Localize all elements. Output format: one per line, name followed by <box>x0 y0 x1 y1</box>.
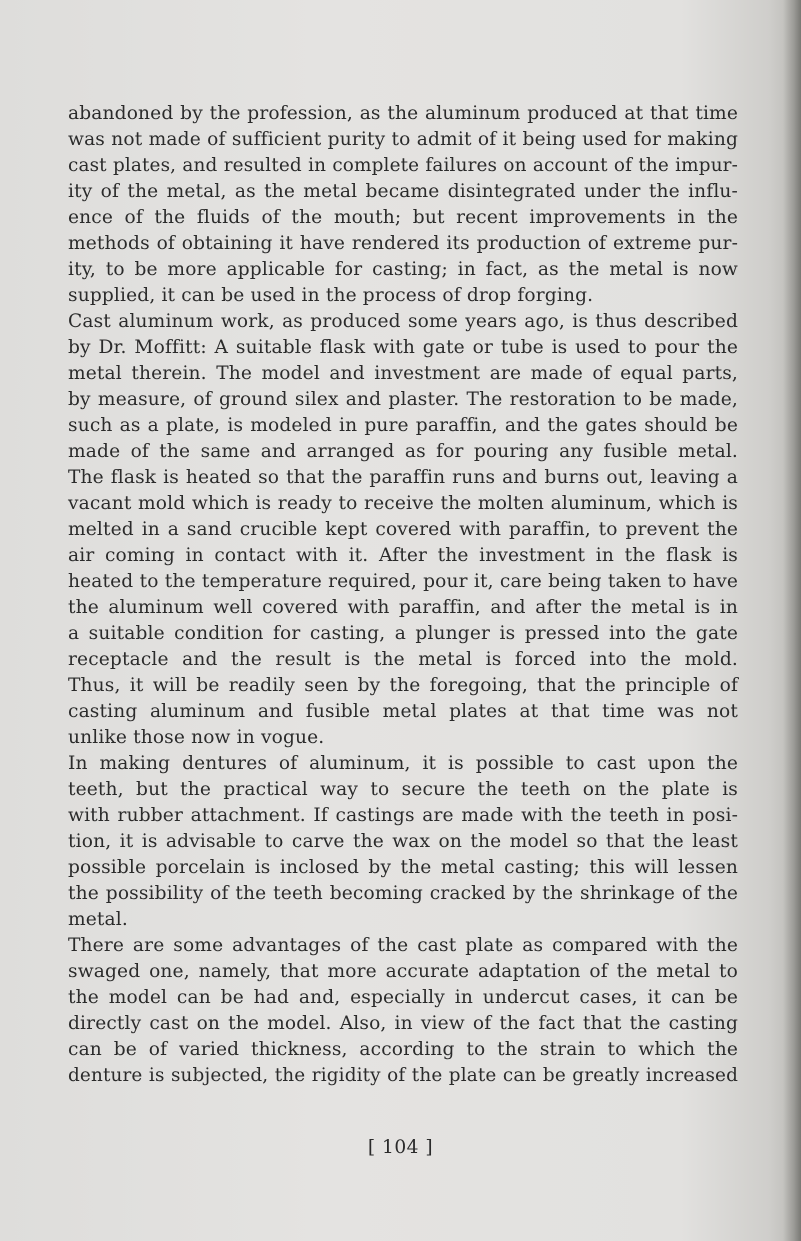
text-line: metal therein. The model and investment are made of equal parts, <box>68 363 738 384</box>
text-line: the aluminum well covered with paraffin, and after the metal is in <box>68 597 738 618</box>
text-line: such as a plate, is modeled in pure paraffin, and the gates should be <box>68 415 738 436</box>
text-line: metal. <box>68 909 128 930</box>
text-line: In making dentures of aluminum, it is possible to cast upon the <box>68 753 738 774</box>
page-number: [ 104 ] <box>367 1137 434 1158</box>
text-line: melted in a sand crucible kept covered with paraffin, to prevent the <box>68 519 738 540</box>
text-line: with rubber attachment. If castings are made with the teeth in posi- <box>68 805 738 826</box>
text-line: unlike those now in vogue. <box>68 727 325 748</box>
page-edge-shadow <box>783 0 801 1241</box>
text-line: supplied, it can be used in the process of drop forging. <box>68 285 594 306</box>
text-line: air coming in contact with it. After the investment in the flask is <box>68 545 738 566</box>
text-line: ence of the fluids of the mouth; but recent improvements in the <box>68 207 738 228</box>
text-line: can be of varied thickness, according to the strain to which the <box>68 1039 738 1060</box>
text-line: heated to the temperature required, pour it, care being taken to have <box>68 571 738 592</box>
text-line: cast plates, and resulted in complete failures on account of the impur- <box>68 155 738 176</box>
text-line: casting aluminum and fusible metal plates at that time was not <box>68 701 738 722</box>
text-line: tion, it is advisable to carve the wax on the model so that the least <box>68 831 738 852</box>
text-line: The flask is heated so that the paraffin runs and burns out, leaving a <box>68 467 738 488</box>
text-line: receptacle and the result is the metal is forced into the mold. <box>68 649 738 670</box>
text-line: Cast aluminum work, as produced some years ago, is thus described <box>68 311 738 332</box>
text-line: methods of obtaining it have rendered its production of extreme pur- <box>68 233 738 254</box>
text-line: made of the same and arranged as for pouring any fusible metal. <box>68 441 738 462</box>
text-line: directly cast on the model. Also, in view of the fact that the casting <box>68 1013 738 1034</box>
text-line: abandoned by the profession, as the aluminum produced at that time <box>68 103 738 124</box>
text-line: There are some advantages of the cast plate as compared with the <box>68 935 738 956</box>
text-line: Thus, it will be readily seen by the foregoing, that the principle of <box>68 675 738 696</box>
text-line: teeth, but the practical way to secure the teeth on the plate is <box>68 779 738 800</box>
text-line: the possibility of the teeth becoming cracked by the shrinkage of the <box>68 883 738 904</box>
text-line: ity of the metal, as the metal became disintegrated under the influ- <box>68 181 738 202</box>
body-text <box>68 101 738 1089</box>
text-line: vacant mold which is ready to receive the molten aluminum, which is <box>68 493 738 514</box>
text-line: denture is subjected, the rigidity of the plate can be greatly increased <box>68 1065 738 1086</box>
text-line: possible porcelain is inclosed by the metal casting; this will lessen <box>68 857 738 878</box>
text-line: swaged one, namely, that more accurate adaptation of the metal to <box>68 961 738 982</box>
text-line: by measure, of ground silex and plaster. The restoration to be made, <box>68 389 738 410</box>
text-line: was not made of sufficient purity to admit of it being used for making <box>68 129 738 150</box>
text-line: ity, to be more applicable for casting; in fact, as the metal is now <box>68 259 738 280</box>
text-line: the model can be had and, especially in undercut cases, it can be <box>68 987 738 1008</box>
text-line: a suitable condition for casting, a plunger is pressed into the gate <box>68 623 738 644</box>
text-line: by Dr. Moffitt: A suitable flask with gate or tube is used to pour the <box>68 337 738 358</box>
